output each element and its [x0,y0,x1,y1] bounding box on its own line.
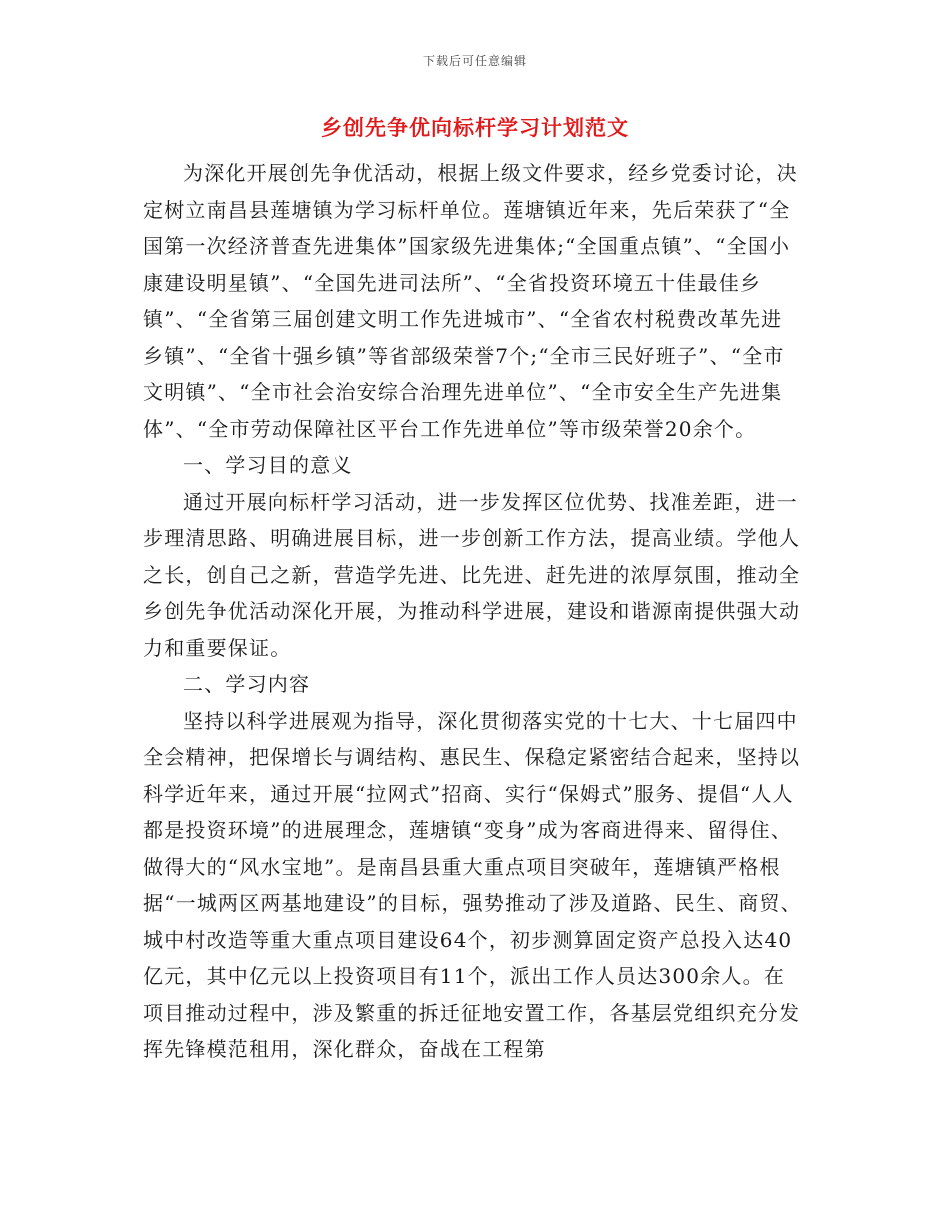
header-note: 下载后可任意编辑 [422,54,527,68]
document-title: 乡创先争优向标杆学习计划范文 [321,115,629,140]
paragraph-purpose: 通过开展向标杆学习活动，进一步发挥区位优势、找准差距，进一步理清思路、明确进展目标，进一步创新工作方法，提高业绩。学他人之长，创自己之新，营造学先进、比先进、赶先进的浓厚氛围，推动全乡创先争优活动深化开展，为推动科学进展，建设和谐源南提供强大动力和重要保证。 [143,489,801,660]
document-body [143,155,803,1068]
paragraph-content: 坚持以科学进展观为指导，深化贯彻落实党的十七大、十七届四中全会精神，把保增长与调结构、惠民生、保稳定紧密结合起来，坚持以科学近年来，通过开展“拉网式”招商、实行“保姆式”服务、提倡“人人都是投资环境”的进展理念，莲塘镇“变身”成为客商进得来、留得住、做得大的“风水宝地”。是南昌县重大重点项目突破年，莲塘镇严格根据“一城两区两基地建设”的目标，强势推动了涉及道路、民生、商贸、城中村改造等重大重点项目建设64个，初步测算固定资产总投入达40亿元，其中亿元以上投资项目有11个，派出工作人员达300余人。在项目推动过程中，涉及繁重的拆迁征地安置工作，各基层党组织充分发挥先锋模范租用，深化群众，奋战在工程第 [143,708,802,1061]
section-heading-purpose: 一、学习目的意义 [183,453,353,477]
section-heading-content: 二、学习内容 [183,672,311,696]
paragraph-intro: 为深化开展创先争优活动，根据上级文件要求，经乡党委讨论，决定树立南昌县莲塘镇为学习标杆单位。莲塘镇近年来，先后荣获了“全国第一次经济普查先进集体”国家级先进集体;“全国重点镇”、“全国小康建设明星镇”、“全国先进司法所”、“全省投资环境五十佳最佳乡镇”、“全省第三届创建文明工作先进城市”、“全省农村税费改革先进乡镇”、“全省十强乡镇”等省部级荣誉7个;“全市三民好班子”、“全市文明镇”、“全市社会治安综合治理先进单位”、“全市安全生产先进集体”、“全市劳动保障社区平台工作先进单位”等市级荣誉20余个。 [143,161,798,441]
